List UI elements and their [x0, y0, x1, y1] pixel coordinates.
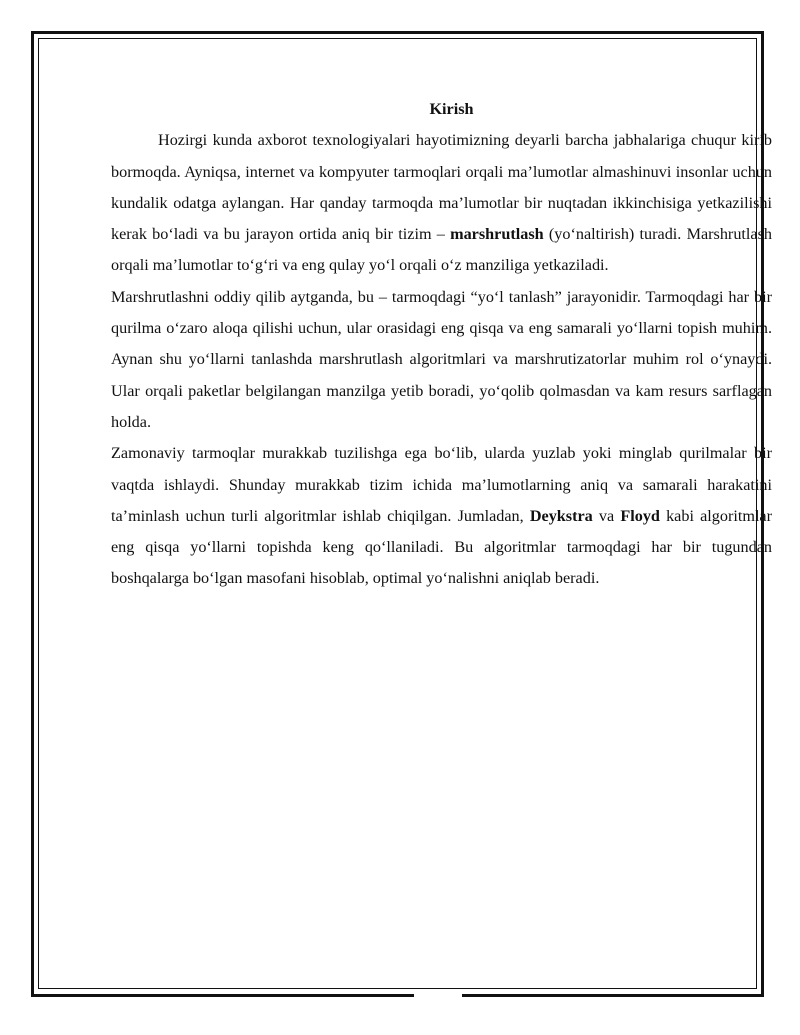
- bold-term-marshrutlash: marshrutlash: [450, 225, 544, 244]
- bold-term-floyd: Floyd: [620, 506, 660, 525]
- paragraph-text: Hozirgi kunda axborot texnologiyalari hayotimizning deyarli barcha jabhalariga chuqur kirib bormoqda. Ayniqsa, internet va kompyuter tarmoqlari orqali ma’lumotlar almashinuvi insonlar uchun kundalik odatga aylangan. Har qanday tarmoqda ma’lumotlar bir nuqtadan ikkinchisiga yetkazilishi kerak bo‘ladi va bu jarayon ortida aniq bir tizim –: [111, 131, 772, 244]
- paragraph-1: [111, 125, 772, 281]
- page-title: Kirish: [429, 100, 474, 118]
- paragraph-text: (yo‘naltirish) turadi. Marshrutlash orqali ma’lumotlar to‘g‘ri va eng qulay yo‘l orqali o‘z manziliga yetkaziladi.: [111, 225, 772, 275]
- page-number: [414, 990, 462, 1002]
- paragraph-text: kabi algoritmlar eng qisqa yo‘llarni topishda keng qo‘llaniladi. Bu algoritmlar tarmoqdagi har bir tugundan boshqalarga bo‘lgan masofani hisoblab, optimal yo‘nalishni aniqlab beradi.: [111, 506, 773, 588]
- paragraph-text: va: [592, 506, 621, 525]
- bold-term-deykstra: Deykstra: [529, 506, 593, 525]
- paragraph-text: Zamonaviy tarmoqlar murakkab tuzilishga ega bo‘lib, ularda yuzlab yoki minglab qurilmalar bir vaqtda ishlaydi. Shunday murakkab tizim ichida ma’lumotlarning aniq va samarali harakatini ta’minlash uchun turli algoritmlar ishlab chiqilgan. Jumladan,: [111, 444, 772, 525]
- paragraph-3: [111, 438, 772, 594]
- document-body: [111, 94, 772, 595]
- paragraph-2: [111, 282, 772, 438]
- paragraph-text: Marshrutlashni oddiy qilib aytganda, bu – tarmoqdagi “yo‘l tanlash” jarayonidir. Tarmoqdagi har bir qurilma o‘zaro aloqa qilishi uchun, ular orasidagi eng qisqa va eng samarali yo‘llarni topish muhim. Aynan shu yo‘llarni tanlashda marshrutlash algoritmlari va marshrutizatorlar muhim rol o‘ynaydi. Ular orqali paketlar belgilangan manzilga yetib boradi, yo‘qolib qolmasdan va kam resurs sarflagan holda.: [111, 287, 772, 431]
